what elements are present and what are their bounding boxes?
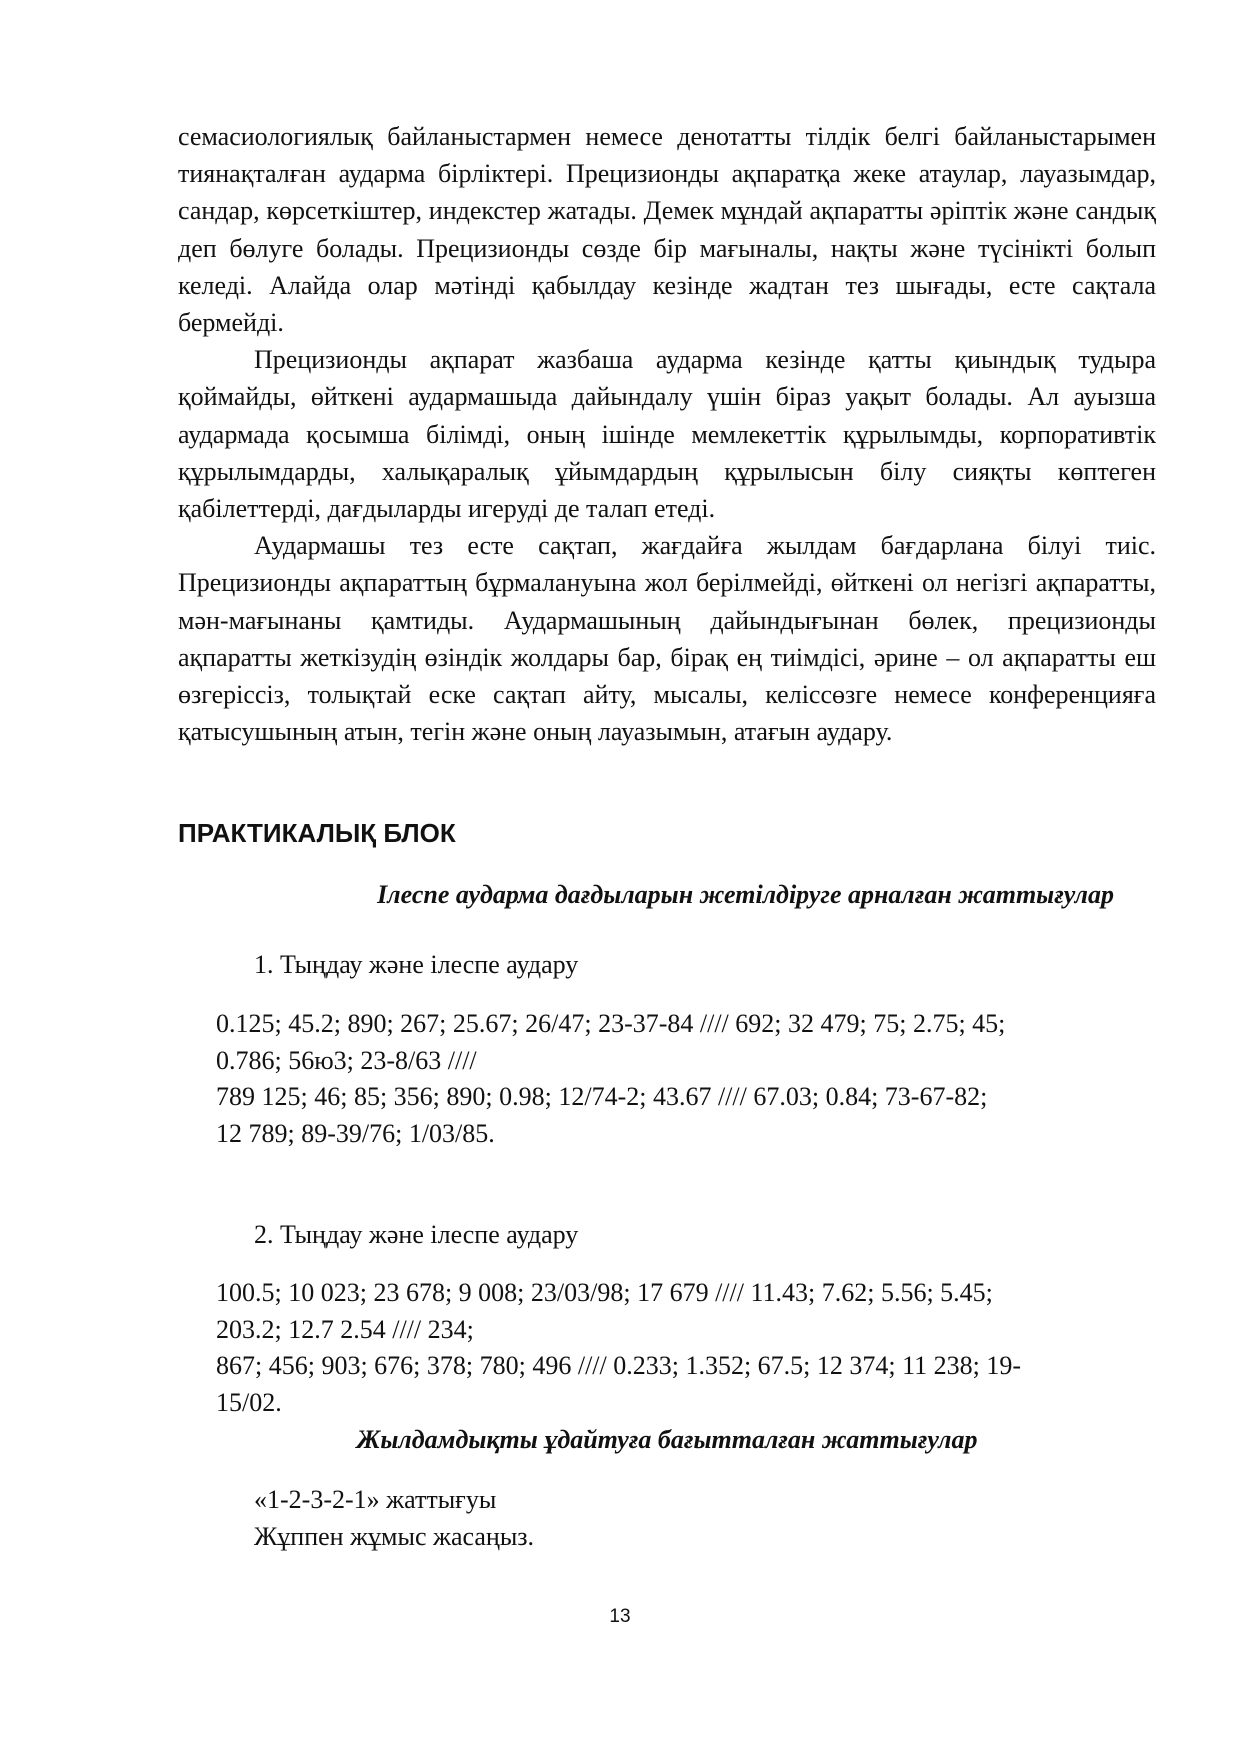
exercise-instruction: Жұппен жұмыс жасаңыз. bbox=[254, 1522, 535, 1551]
number-line: 0.786; 56ю3; 23-8/63 //// bbox=[216, 1045, 477, 1075]
paragraph: Аудармашы тез есте сақтап, жағдайға жылдам бағдарлана білуі тиіс. Прецизионды ақпараттың бұрмалануына жол берілмейді, өйткені ол негізгі ақпаратты, мән-мағынаны қамтиды. Аудармашының дайындығынан бөлек, прецизионды ақпаратты жеткізудің өзіндік жолдары бар, бірақ ең тиімдісі, әрине – ол ақпаратты еш өзгеріссіз, толықтай еске сақтап айту, мысалы, келіссөзге немесе конференцияға қатысушының атын, тегін және оның лауазымын, атағын аудару. bbox=[178, 531, 1156, 747]
number-list bbox=[216, 1275, 1146, 1421]
body-text bbox=[178, 118, 1156, 750]
paragraph: Прецизионды ақпарат жазбаша аударма кезінде қатты қиындық тудыра қоймайды, өйткені аудармашыда дайындалу үшін біраз уақыт болады. Ал ауызша аудармада қосымша білімді, оның ішінде мемлекеттік құрылымды, корпоративтік құрылымдарды, халықаралық ұйымдардың құрылысын білу сияқты көптеген қабілеттерді, дағдыларды игеруді де талап етеді. bbox=[178, 345, 1156, 524]
number-line: 12 789; 89-39/76; 1/03/85. bbox=[216, 1118, 495, 1148]
exercise-title: 1. Тыңдау және ілеспе аудару bbox=[254, 950, 579, 979]
paragraph: семасиологиялық байланыстармен немесе денотатты тілдік белгі байланыстарымен тиянақталған аударма бірліктері. Прецизионды ақпаратқа жеке атаулар, лауазымдар, сандар, көрсеткіштер, индекстер жатады. Демек мұндай ақпаратты әріптік және сандық деп бөлуге болады. Прецизионды сөзде бір мағыналы, нақты және түсінікті болып келеді. Алайда олар мәтінді қабылдау кезінде жадтан тез шығады, есте сақтала бермейді. bbox=[178, 122, 1156, 338]
number-line: 100.5; 10 023; 23 678; 9 008; 23/03/98; 17 679 //// 11.43; 7.62; 5.56; 5.45; bbox=[216, 1278, 993, 1307]
number-line: 0.125; 45.2; 890; 267; 25.67; 26/47; 23-37-84 //// 692; 32 479; 75; 2.75; 45; bbox=[216, 1009, 1006, 1038]
number-list bbox=[216, 1006, 1146, 1152]
number-line: 789 125; 46; 85; 356; 890; 0.98; 12/74-2; 43.67 //// 67.03; 0.84; 73-67-82; bbox=[216, 1082, 988, 1112]
exercise-title: «1-2-3-2-1» жаттығуы bbox=[254, 1485, 497, 1514]
number-line: 15/02. bbox=[216, 1387, 282, 1417]
number-line: 867; 456; 903; 676; 378; 780; 496 //// 0.233; 1.352; 67.5; 12 374; 11 238; 19- bbox=[216, 1351, 1022, 1381]
page-number: 13 bbox=[609, 1606, 631, 1627]
section-subheading: Ілеспе аударма дағдыларын жетілдіруге арналған жаттығулар bbox=[377, 880, 1114, 909]
section-heading: ПРАКТИКАЛЫҚ БЛОК bbox=[178, 818, 456, 848]
exercise-title: 2. Тыңдау және ілеспе аудару bbox=[254, 1220, 579, 1249]
number-line: 203.2; 12.7 2.54 //// 234; bbox=[216, 1314, 474, 1344]
section-subheading: Жылдамдықты ұдайтуға бағытталған жаттығулар bbox=[356, 1425, 978, 1454]
